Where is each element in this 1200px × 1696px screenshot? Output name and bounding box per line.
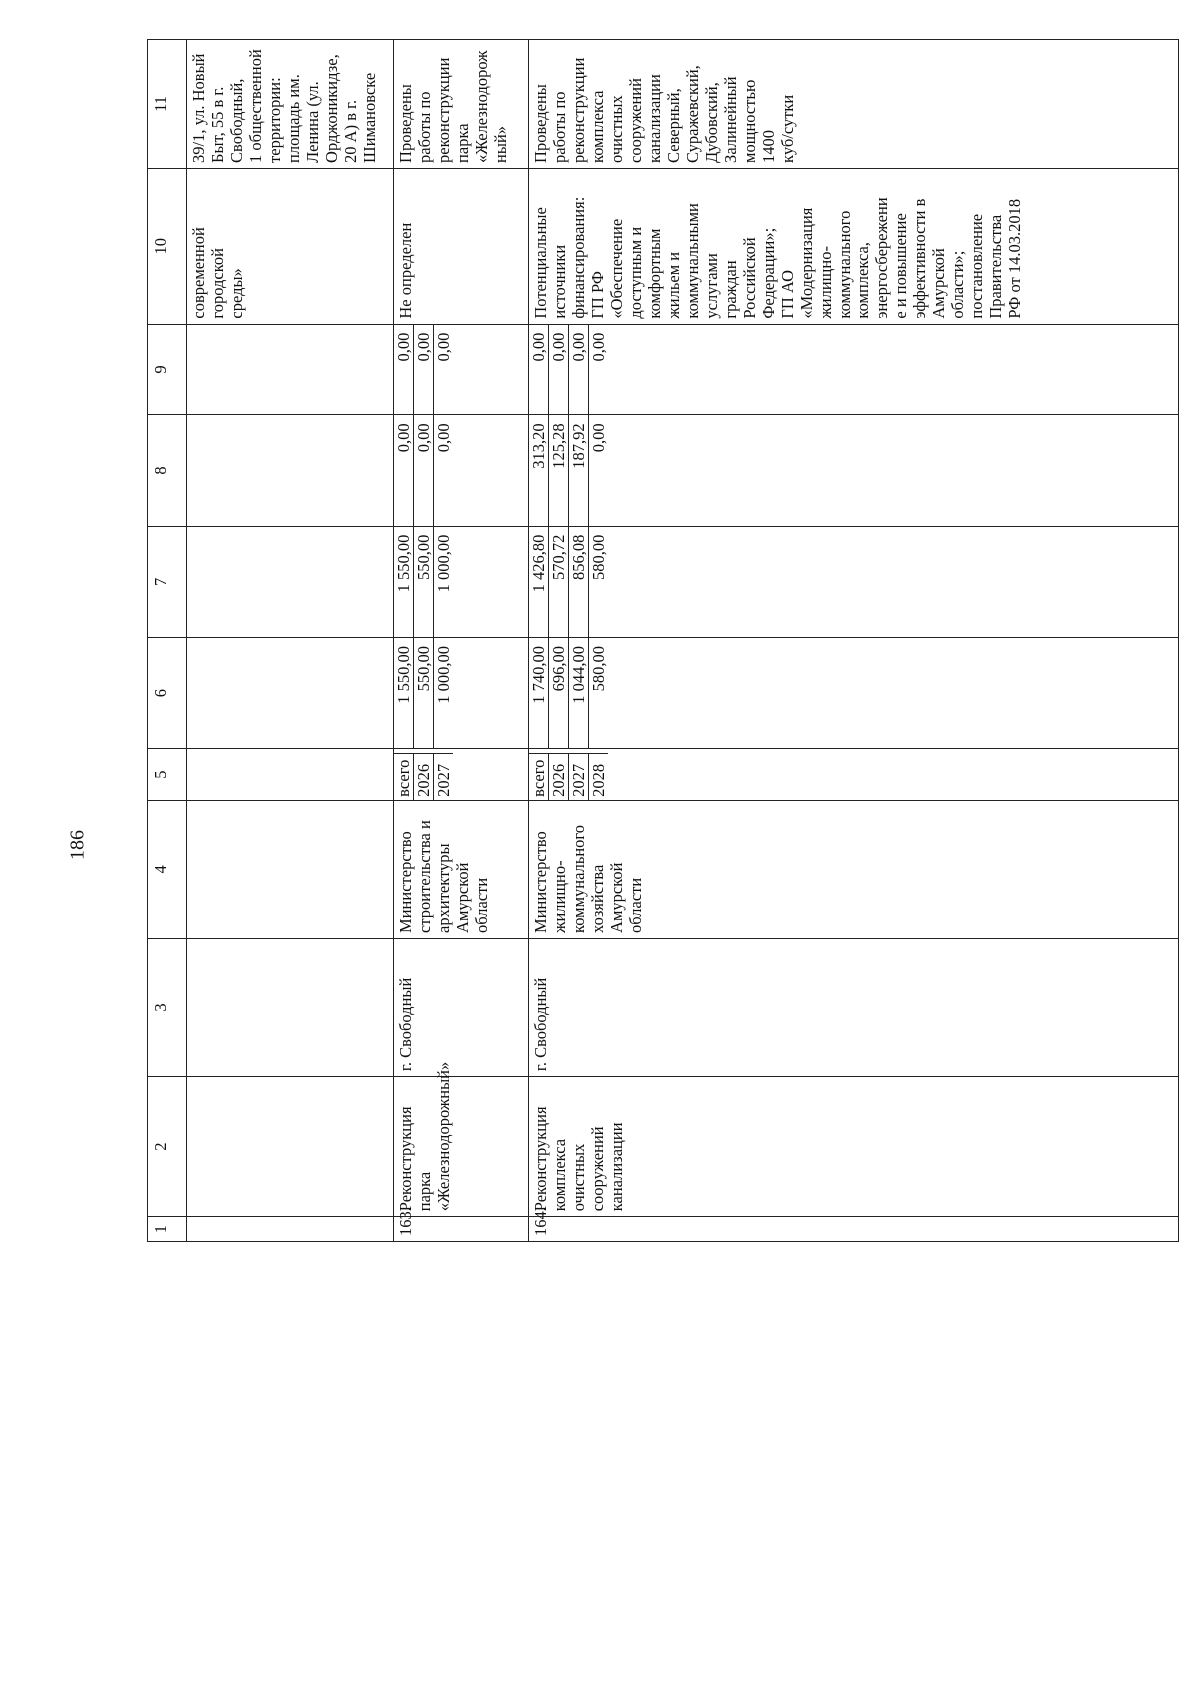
col-header: 2 <box>148 1077 187 1217</box>
year-cell: всего <box>529 753 549 800</box>
responsible: Министерство строительства и архитектуры Амурской области <box>394 800 529 938</box>
year-cell: 2027 <box>434 753 453 800</box>
year-cell: всего <box>394 753 414 800</box>
value-cell: 1 740,00 <box>529 638 549 748</box>
value-cell: 313,20 <box>529 415 549 525</box>
continuation-row <box>187 40 394 1242</box>
value-cell: 1 000,00 <box>434 645 453 704</box>
value-cell: 1 044,00 <box>569 638 589 748</box>
object-name: Реконструкция комплекса очистных сооружений канализации <box>529 1077 1179 1217</box>
financing-source: Не определен <box>394 168 529 324</box>
value-cell: 0,00 <box>529 325 549 415</box>
row-number: 164. <box>529 1217 1179 1242</box>
value-cell: 1 550,00 <box>394 527 414 637</box>
year-cell: 2026 <box>414 753 434 800</box>
location: г. Свободный <box>394 938 529 1076</box>
value-cell: 550,00 <box>414 527 434 637</box>
value-cell: 0,00 <box>589 332 608 362</box>
expected-result: Проведены работы по реконструкции комплекса очистных сооружений канализации Северный, Суражевский, Дубовский, Залинейный мощностью 1400 куб/сутки <box>529 40 1179 169</box>
value-cell: 0,00 <box>569 325 589 415</box>
col-header: 7 <box>148 526 187 637</box>
col-header: 4 <box>148 800 187 938</box>
col-header: 8 <box>148 415 187 526</box>
rotated-table-container <box>147 39 1150 1242</box>
value-cell: 1 000,00 <box>434 534 453 593</box>
col-header: 1 <box>148 1217 187 1242</box>
col-header: 9 <box>148 324 187 415</box>
value-cell: 125,28 <box>549 415 569 525</box>
col-header: 10 <box>148 168 187 324</box>
column-number-header <box>148 40 187 1242</box>
financing-source: Потенциальные источники финансирования: ГП РФ «Обеспечение доступным и комфортным жильем и коммунальными услугами граждан Российской Федерации»; ГП АО «Модернизация жилищно- коммунального комплекса, энергосбережени е и повышение эффективности в Амурской области»; постановление Правительства РФ от 14.03.2018 <box>529 168 1179 324</box>
responsible: Министерство жилищно- коммунального хозяйства Амурской области <box>529 800 1179 938</box>
expected-result: Проведены работы по реконструкции парка «Железнодорож ный» <box>394 40 529 169</box>
page-number: 186 <box>66 830 89 860</box>
value-cell: 1 426,80 <box>529 527 549 637</box>
value-cell: 696,00 <box>549 638 569 748</box>
year-cell: 2026 <box>549 753 569 800</box>
value-cell: 550,00 <box>414 638 434 748</box>
value-cell: 570,72 <box>549 527 569 637</box>
value-cell: 1 550,00 <box>394 638 414 748</box>
row-number: 163. <box>394 1217 529 1242</box>
value-cell: 0,00 <box>414 415 434 525</box>
value-cell: 0,00 <box>434 332 453 362</box>
register-table <box>147 39 1179 1242</box>
col-header: 5 <box>148 749 187 801</box>
value-cell: 580,00 <box>589 534 608 581</box>
year-cell: 2028 <box>589 753 608 800</box>
col-header: 11 <box>148 40 187 169</box>
table-row <box>394 40 529 1242</box>
value-cell: 187,92 <box>569 415 589 525</box>
value-cell: 0,00 <box>414 325 434 415</box>
value-cell: 580,00 <box>589 645 608 692</box>
value-cell: 0,00 <box>394 415 414 525</box>
object-name: Реконструкция парка «Железнодорожный» <box>394 1077 529 1217</box>
value-cell: 0,00 <box>394 325 414 415</box>
year-cell: 2027 <box>569 753 589 800</box>
location: г. Свободный <box>529 938 1179 1076</box>
table-row <box>529 40 1179 1242</box>
col-header: 6 <box>148 637 187 748</box>
value-cell: 0,00 <box>434 423 453 453</box>
col-header: 3 <box>148 938 187 1076</box>
value-cell: 856,08 <box>569 527 589 637</box>
continuation-result: 39/1, ул. Новый Быт, 55 в г. Свободный, 1 общественной территории: площадь им. Ленина (ул. Орджоникидзе, 20 А) в г. Шимановске <box>187 40 394 169</box>
value-cell: 0,00 <box>589 423 608 453</box>
value-cell: 0,00 <box>549 325 569 415</box>
continuation-financing: современной городской среды» <box>187 168 394 324</box>
